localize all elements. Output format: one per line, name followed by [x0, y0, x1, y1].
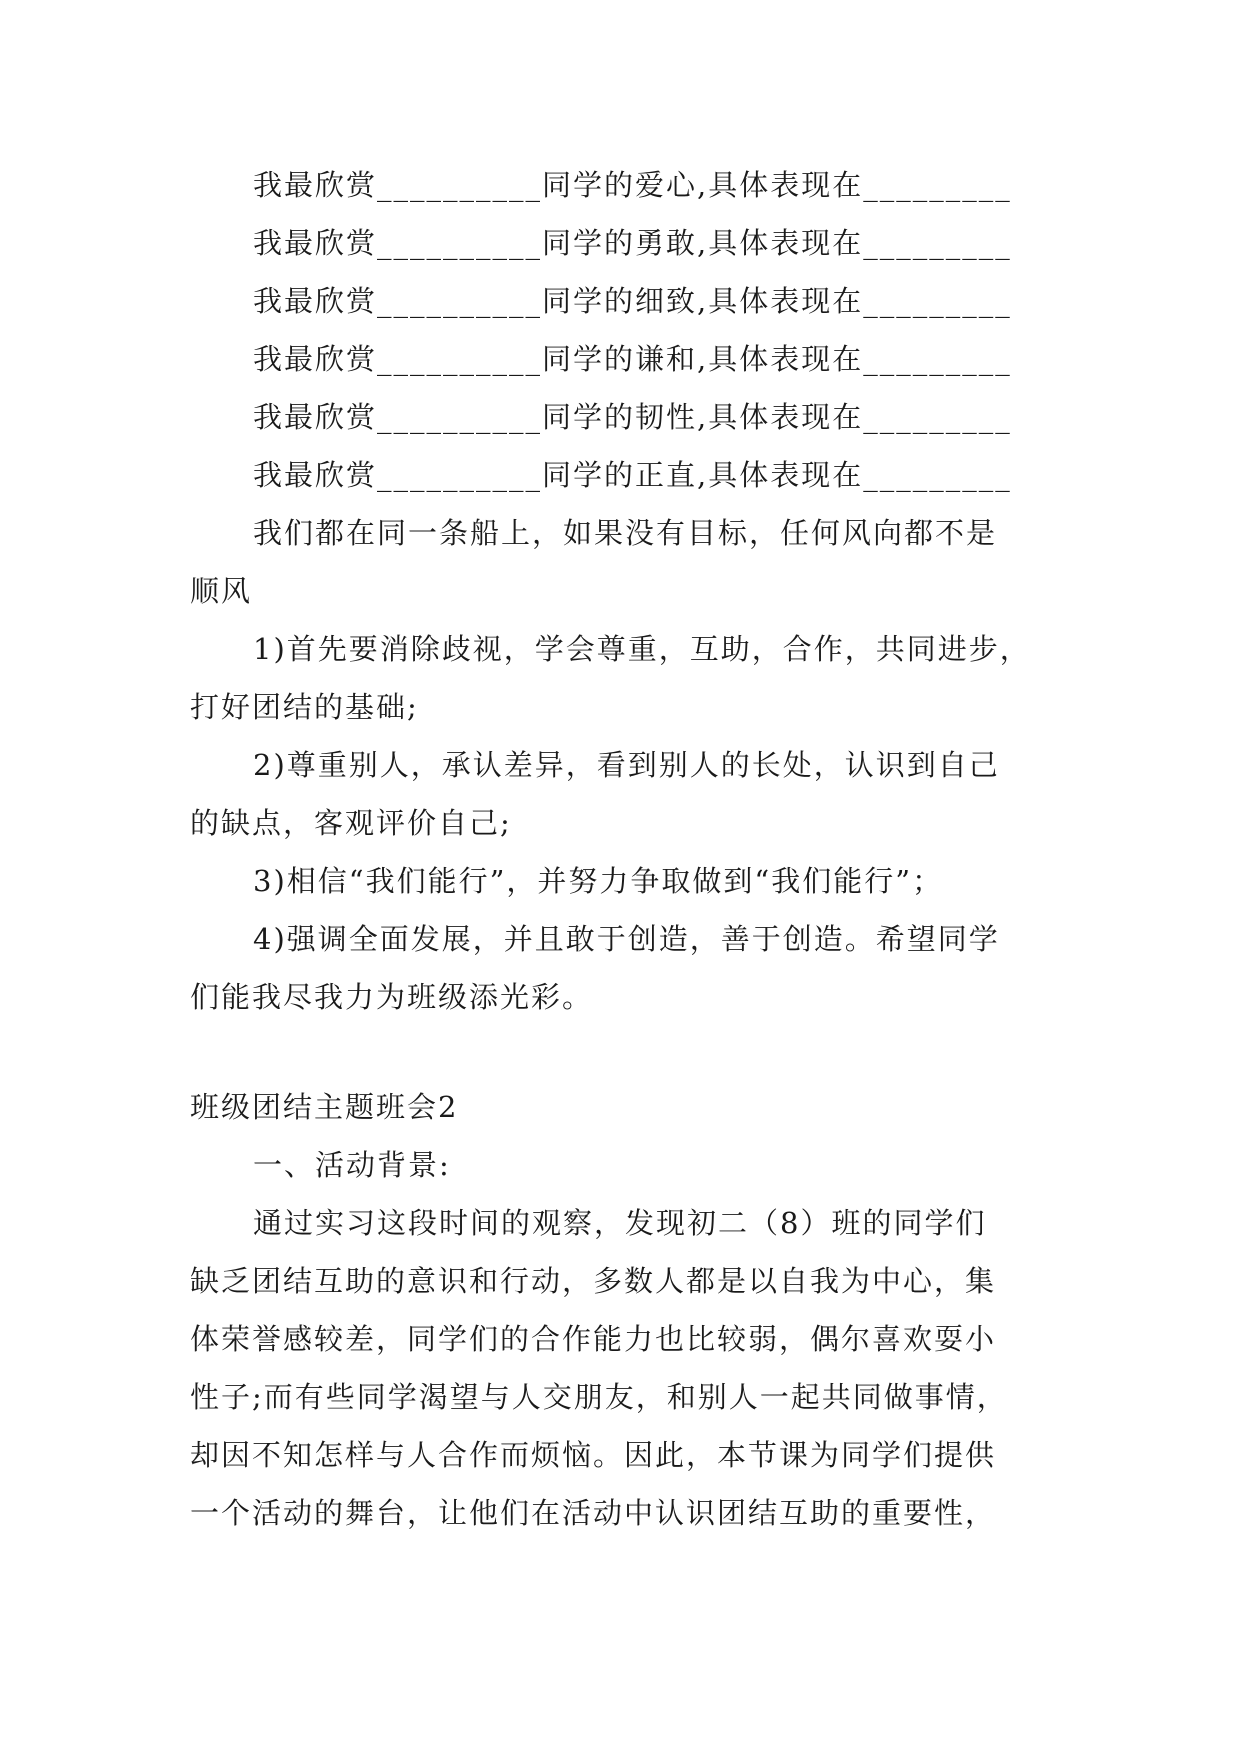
background-line-4: 性子;而有些同学渴望与人交朋友，和别人一起共同做事情，	[190, 1380, 1008, 1414]
appreciation-line-love: 我最欣赏__________同学的爱心,具体表现在_________	[253, 168, 1012, 202]
point-4-line-2: 们能我尽我力为班级添光彩。	[190, 980, 594, 1014]
point-2-line-1: 2)尊重别人，承认差异，看到别人的长处，认识到自己	[253, 748, 1000, 782]
point-2-line-2: 的缺点，客观评价自己;	[190, 806, 512, 840]
background-line-3: 体荣誉感较差，同学们的合作能力也比较弱，偶尔喜欢耍小	[190, 1322, 997, 1356]
appreciation-line-modesty: 我最欣赏__________同学的谦和,具体表现在_________	[253, 342, 1012, 376]
point-1-line-1: 1)首先要消除歧视，学会尊重，互助，合作，共同进步，	[253, 632, 1031, 666]
document-body	[190, 156, 1060, 1542]
section-2-title: 班级团结主题班会2	[190, 1090, 459, 1124]
point-4-line-1: 4)强调全面发展，并且敢于创造，善于创造。希望同学	[253, 922, 1000, 956]
section-2-subheading: 一、活动背景:	[253, 1148, 451, 1182]
background-line-5: 却因不知怎样与人合作而烦恼。因此，本节课为同学们提供	[190, 1438, 997, 1472]
point-1-line-2: 打好团结的基础;	[190, 690, 419, 724]
background-line-6: 一个活动的舞台，让他们在活动中认识团结互助的重要性，	[190, 1496, 997, 1530]
point-3-line-1: 3)相信“我们能行”，并努力争取做到“我们能行”；	[253, 864, 944, 898]
appreciation-line-tenacity: 我最欣赏__________同学的韧性,具体表现在_________	[253, 400, 1012, 434]
section-spacer	[190, 1026, 1060, 1078]
appreciation-line-courage: 我最欣赏__________同学的勇敢,具体表现在_________	[253, 226, 1012, 260]
boat-paragraph-line-1: 我们都在同一条船上，如果没有目标，任何风向都不是	[253, 516, 998, 550]
background-line-2: 缺乏团结互助的意识和行动，多数人都是以自我为中心，集	[190, 1264, 997, 1298]
boat-paragraph-line-2: 顺风	[190, 574, 253, 608]
background-line-1: 通过实习这段时间的观察，发现初二（8）班的同学们	[253, 1206, 987, 1240]
appreciation-line-integrity: 我最欣赏__________同学的正直,具体表现在_________	[253, 458, 1012, 492]
appreciation-line-carefulness: 我最欣赏__________同学的细致,具体表现在_________	[253, 284, 1012, 318]
